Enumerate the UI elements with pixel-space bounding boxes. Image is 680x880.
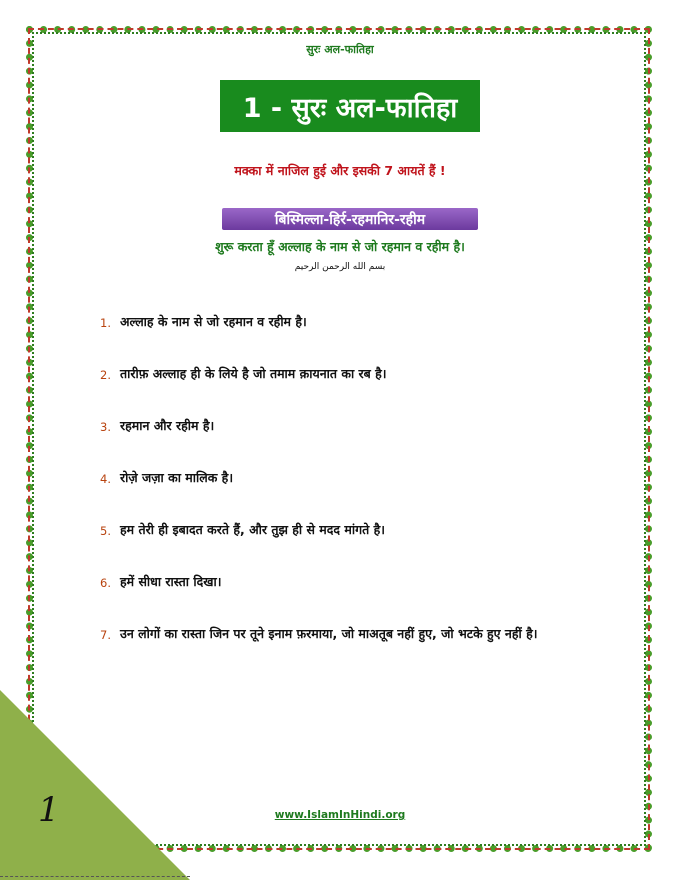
verse-text: तारीफ़ अल्लाह ही के लिये है जो तमाम क़ायनात का रब है। bbox=[120, 366, 387, 381]
chapter-title: 1 - सुरः अल-फातिहा bbox=[220, 80, 480, 132]
verse-item bbox=[100, 626, 600, 736]
verse-number: 4. bbox=[100, 472, 111, 486]
verse-number: 2. bbox=[100, 368, 111, 382]
bottom-divider bbox=[0, 876, 190, 877]
verse-text: रोज़े जज़ा का मालिक है। bbox=[120, 470, 234, 485]
bismillah-meaning: शुरू करता हूँ अल्लाह के नाम से जो रहमान व रहीम है। bbox=[215, 239, 465, 254]
bismillah-label: बिस्मिल्ला-हिर्र-रहमानिर-रहीम bbox=[222, 208, 478, 230]
verse-text: अल्लाह के नाम से जो रहमान व रहीम है। bbox=[120, 314, 307, 329]
verse-number: 7. bbox=[100, 628, 111, 642]
verse-number: 1. bbox=[100, 316, 111, 330]
verse-list bbox=[100, 314, 600, 736]
header-title: सुरः अल-फातिहा bbox=[306, 43, 374, 56]
page-number: 1 bbox=[38, 790, 60, 830]
verse-text: रहमान और रहीम है। bbox=[120, 418, 215, 433]
verse-text: हमें सीधा रास्ता दिखा। bbox=[120, 574, 222, 589]
bismillah-arabic: بسم الله الرحمن الرحيم bbox=[294, 262, 386, 272]
verse-number: 3. bbox=[100, 420, 111, 434]
revelation-note: मक्का में नाजिल हुई और इसकी 7 आयतें हैं ! bbox=[234, 163, 446, 178]
website-link[interactable]: www.IslamInHindi.org bbox=[274, 809, 406, 821]
verse-number: 6. bbox=[100, 576, 111, 590]
verse-text: हम तेरी ही इबादत करते हैं, और तुझ ही से मदद मांगते है। bbox=[120, 522, 385, 537]
verse-text: उन लोगों का रास्ता जिन पर तूने इनाम फ़रमाया, जो माअतूब नहीं हुए, जो भटके हुए नहीं है। bbox=[120, 626, 538, 641]
verse-number: 5. bbox=[100, 524, 111, 538]
